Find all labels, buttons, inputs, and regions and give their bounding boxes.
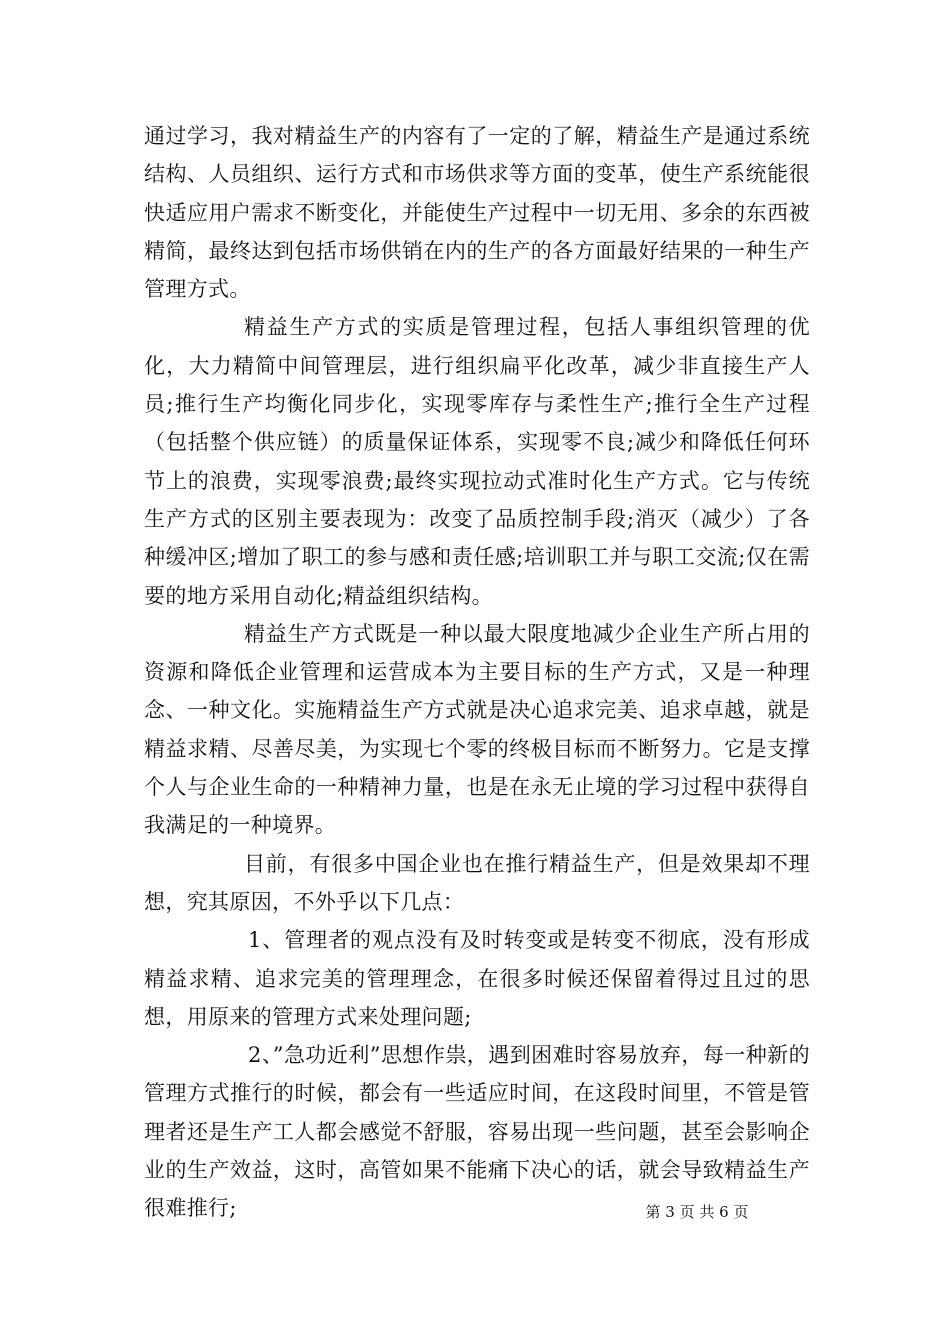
paragraph-problems-intro: 目前，有很多中国企业也在推行精益生产，但是效果却不理想，究其原因，不外乎以下几点： — [144, 851, 810, 914]
page-footer — [0, 1202, 950, 1222]
paragraph-essence: 精益生产方式的实质是管理过程，包括人事组织管理的优化，大力精简中间管理层，进行组织扁平化改革，减少非直接生产人员;推行生产均衡化同步化，实现零库存与柔性生产;推行全生产过程（包括整个供应链）的质量保证体系，实现零不良;减少和降低任何环节上的浪费，实现零浪费;最终实现拉动式准时化生产方式。它与传统生产方式的区别主要表现为：改变了品质控制手段;消灭（减少）了各种缓冲区;增加了职工的参与感和责任感;培训职工并与职工交流;仅在需要的地方采用自动化;精益组织结构。 — [144, 315, 810, 608]
document-body — [144, 117, 810, 1228]
paragraph-philosophy: 精益生产方式既是一种以最大限度地减少企业生产所占用的资源和降低企业管理和运营成本为主要目标的生产方式，又是一种理念、一种文化。实施精益生产方式就是决心追求完美、追求卓越，就是精益求精、尽善尽美，为实现七个零的终极目标而不断努力。它是支撑个人与企业生命的一种精神力量，也是在永无止境的学习过程中获得自我满足的一种境界。 — [144, 621, 810, 838]
page-number: 第 3 页 共 6 页 — [645, 1203, 749, 1221]
paragraph-problem-1: 1、管理者的观点没有及时转变或是转变不彻底，没有形成精益求精、追求完美的管理理念，在很多时候还保留着得过且过的思想，用原来的管理方式来处理问题; — [144, 928, 810, 1029]
paragraph-intro: 通过学习，我对精益生产的内容有了一定的了解，精益生产是通过系统结构、人员组织、运行方式和市场供求等方面的变革，使生产系统能很快适应用户需求不断变化，并能使生产过程中一切无用、多余的东西被精简，最终达到包括市场供销在内的生产的各方面最好结果的一种生产管理方式。 — [144, 124, 810, 302]
paragraph-problem-2: 2、”急功近利”思想作祟，遇到困难时容易放弃，每一种新的管理方式推行的时候，都会有一些适应时间，在这段时间里，不管是管理者还是生产工人都会感觉不舒服，容易出现一些问题，甚至会影响企业的生产效益，这时，高管如果不能痛下决心的话，就会导致精益生产很难推行; — [144, 1043, 810, 1221]
